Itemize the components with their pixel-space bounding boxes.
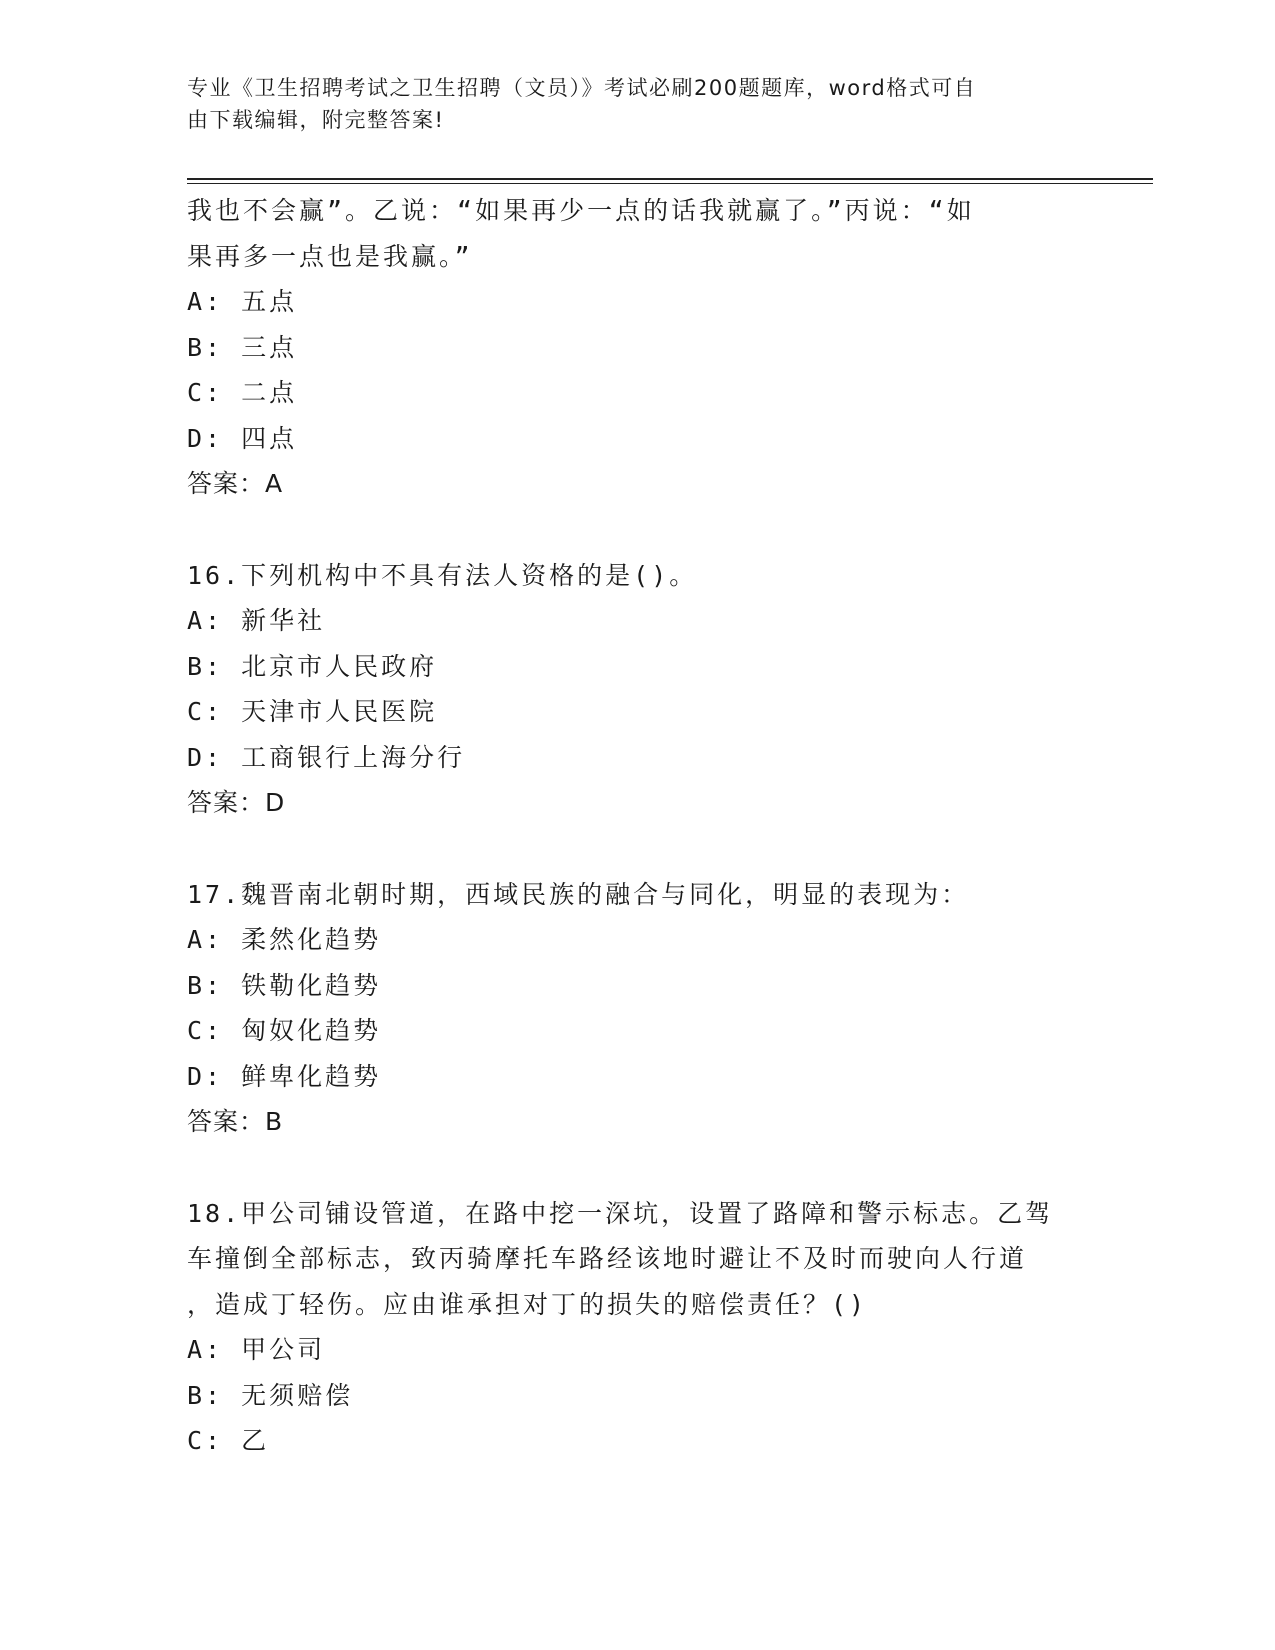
option-b: B: 三点 — [187, 332, 298, 362]
spacer — [187, 826, 1087, 872]
question-stem: 17.魏晋南北朝时期，西域民族的融合与同化，明显的表现为： — [187, 879, 970, 909]
option-b: B: 铁勒化趋势 — [187, 970, 382, 1000]
option-a: A: 甲公司 — [187, 1335, 326, 1364]
option-b: B: 无须赔偿 — [187, 1380, 354, 1410]
header-line-1: 专业《卫生招聘考试之卫生招聘（文员）》考试必刷200题题库，word格式可自 — [187, 76, 977, 100]
option-d: D: 工商银行上海分行 — [187, 742, 466, 772]
question-stem: 18.甲公司铺设管道，在路中挖一深坑，设置了路障和警示标志。乙驾 — [187, 1198, 1054, 1228]
option-d: D: 鲜卑化趋势 — [187, 1061, 382, 1091]
option-c: C: 二点 — [187, 378, 298, 407]
option-c: C: 乙 — [187, 1426, 270, 1455]
question-16 — [187, 553, 1087, 826]
option-b: B: 北京市人民政府 — [187, 651, 438, 681]
question-15 — [187, 188, 1087, 507]
option-a: A: 五点 — [187, 287, 298, 316]
question-17 — [187, 872, 1087, 1145]
option-c: C: 匈奴化趋势 — [187, 1016, 382, 1045]
header-line-2: 由下载编辑，附完整答案! — [187, 108, 445, 132]
question-stem: 果再多一点也是我赢。” — [187, 241, 473, 271]
question-stem: ，造成丁轻伤。应由谁承担对丁的损失的赔偿责任？() — [187, 1289, 868, 1319]
option-a: A: 柔然化趋势 — [187, 925, 382, 954]
option-d: D: 四点 — [187, 423, 298, 453]
option-c: C: 天津市人民医院 — [187, 697, 438, 726]
question-stem: 16.下列机构中不具有法人资格的是()。 — [187, 560, 698, 590]
header-divider-top — [187, 178, 1153, 180]
spacer — [187, 1145, 1087, 1191]
option-a: A: 新华社 — [187, 606, 326, 635]
answer-line: 答案：D — [187, 788, 286, 817]
header-divider-bottom — [187, 183, 1153, 184]
question-list — [187, 188, 1087, 1464]
document-header — [187, 72, 1067, 136]
question-stem: 车撞倒全部标志，致丙骑摩托车路经该地时避让不及时而驶向人行道 — [187, 1244, 1028, 1273]
question-stem: 我也不会赢”。乙说：“如果再少一点的话我就赢了。”丙说：“如 — [187, 196, 975, 225]
answer-line: 答案：B — [187, 1107, 284, 1136]
answer-line: 答案：A — [187, 469, 284, 498]
spacer — [187, 507, 1087, 553]
question-18 — [187, 1191, 1087, 1464]
